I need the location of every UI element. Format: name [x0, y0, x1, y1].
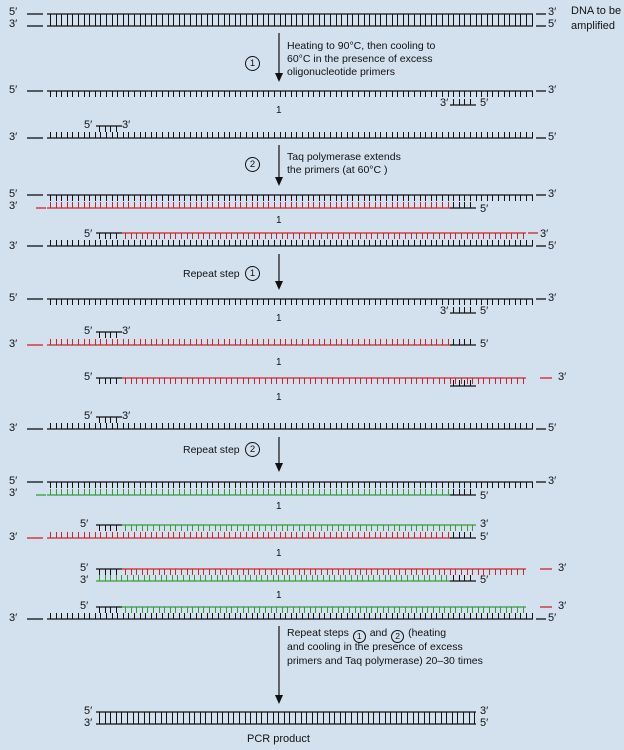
pair-mark: 1 [276, 590, 282, 601]
primer-bottom-bases [454, 307, 471, 313]
end-label: 3′ [80, 574, 89, 586]
primer-top [96, 126, 122, 132]
template-strand-top-bases [51, 195, 533, 201]
process-arrow-head [275, 695, 283, 704]
primer-bottom-bases [454, 575, 471, 581]
repeat-both-line2 [287, 641, 463, 653]
template-strand-bottom-bases [51, 613, 533, 619]
end-label: 3′ [440, 97, 449, 109]
template-strand-bottom [47, 240, 533, 246]
repeat-both-text-b: and [369, 627, 388, 639]
new-strand-red [47, 339, 450, 345]
primer-top-bases [100, 417, 117, 423]
dna-label-line1: DNA to be [571, 5, 622, 17]
end-label: 3′ [558, 371, 567, 383]
end-label: 5′ [84, 410, 93, 422]
template-strand-bottom [47, 132, 533, 138]
new-strand-green-bases [126, 525, 473, 531]
primer-top [96, 378, 122, 384]
end-label: 5′ [9, 6, 18, 18]
end-label: 3′ [9, 612, 18, 624]
primer-bottom-bases [454, 489, 471, 495]
primer-bottom-bases [454, 339, 471, 345]
end-label: 5′ [480, 717, 489, 729]
end-label: 5′ [480, 531, 489, 543]
step1-text-line1: Heating to 90°C, then cooling to [287, 40, 436, 52]
primer-top-bases [100, 126, 117, 132]
primer-top-bases [100, 525, 117, 531]
new-strand-green [122, 525, 476, 531]
end-label: 5′ [480, 490, 489, 502]
primer-bottom [450, 532, 476, 538]
end-label: 5′ [80, 562, 89, 574]
end-label: 5′ [548, 612, 557, 624]
pcr-product-bottom-bases [100, 718, 475, 724]
end-label: 3′ [9, 240, 18, 252]
template-strand-bottom-bases [51, 132, 533, 138]
end-label: 5′ [480, 574, 489, 586]
pcr-product-top-bases [100, 712, 475, 718]
step1-number: 1 [245, 56, 260, 71]
end-label: 5′ [480, 305, 489, 317]
process-arrow-head [275, 463, 283, 472]
end-label: 5′ [9, 84, 18, 96]
end-label: 3′ [122, 325, 131, 337]
end-label: 5′ [84, 325, 93, 337]
step2-number: 2 [245, 157, 260, 172]
step2-text-line2: the primers (at 60°C ) [287, 164, 388, 176]
step1-text-line3: oligonucleotide primers [287, 66, 395, 78]
primer-top [96, 233, 122, 239]
pcr-product-label: PCR product [247, 733, 310, 745]
primer-top-bases [100, 378, 117, 384]
primer-bottom [450, 489, 476, 495]
new-strand-green [96, 575, 450, 581]
pair-mark: 1 [276, 392, 282, 403]
repeat-both-number1: 1 [353, 630, 366, 643]
repeat-both-text-c: (heating [408, 627, 447, 639]
end-label: 5′ [9, 475, 18, 487]
end-label: 3′ [548, 188, 557, 200]
end-label: 3′ [9, 18, 18, 30]
new-strand-red [122, 569, 526, 575]
pair-mark: 1 [276, 105, 282, 116]
process-arrow-head [275, 73, 283, 82]
primer-bottom-bases [454, 202, 471, 208]
pair-mark: 1 [276, 501, 282, 512]
end-label: 5′ [80, 600, 89, 612]
new-strand-red [122, 378, 526, 384]
end-label: 5′ [84, 119, 93, 131]
primer-top [96, 525, 122, 531]
end-label: 5′ [480, 203, 489, 215]
end-label: 3′ [558, 600, 567, 612]
step1-text-line2: 60°C in the presence of excess [287, 53, 433, 65]
end-label: 5′ [480, 338, 489, 350]
process-arrow-head [275, 281, 283, 290]
primer-bottom-bases [454, 99, 471, 105]
new-strand-red-bases [51, 532, 449, 538]
new-strand-red-bases [126, 378, 524, 384]
new-strand-red-bases [126, 233, 524, 239]
end-label: 3′ [480, 518, 489, 530]
pcr-product-top [96, 712, 476, 718]
template-strand-top-bases [51, 482, 533, 488]
template-strand-top [47, 14, 533, 20]
end-label: 5′ [548, 131, 557, 143]
template-strand-top [47, 482, 533, 488]
new-strand-green-bases [51, 489, 449, 495]
pair-mark: 1 [276, 313, 282, 324]
repeat-both-text-e: excess [430, 641, 463, 653]
end-label: 3′ [548, 6, 557, 18]
repeat-step2-number: 2 [245, 442, 260, 457]
template-strand-bottom [47, 20, 533, 26]
end-label: 5′ [548, 422, 557, 434]
end-label: 5′ [548, 240, 557, 252]
new-strand-green [47, 489, 450, 495]
template-strand-bottom [47, 423, 533, 429]
repeat-step1-text: Repeat step [183, 268, 240, 280]
end-label: 3′ [9, 200, 18, 212]
end-label: 5′ [84, 371, 93, 383]
primer-bottom [450, 202, 476, 208]
repeat-both-text-d: and cooling in the presence of [287, 641, 428, 653]
end-label: 3′ [558, 562, 567, 574]
end-label: 3′ [480, 705, 489, 717]
template-strand-top [47, 195, 533, 201]
primer-top-bases [100, 607, 117, 613]
end-label: 3′ [440, 305, 449, 317]
end-label: 5′ [9, 188, 18, 200]
template-strand-top-bases [51, 14, 533, 20]
repeat-both-line3: primers and Taq polymerase) 20–30 times [287, 655, 483, 667]
new-strand-red-bases [51, 339, 449, 345]
process-arrow-head [275, 177, 283, 186]
end-label: 5′ [480, 97, 489, 109]
pair-mark: 1 [276, 357, 282, 368]
repeat-both-number2: 2 [391, 630, 404, 643]
end-label: 3′ [9, 338, 18, 350]
end-label: 5′ [84, 228, 93, 240]
step2-text-line1: Taq polymerase extends [287, 151, 401, 163]
repeat-both-text-a: Repeat steps [287, 627, 349, 639]
end-label: 3′ [548, 292, 557, 304]
new-strand-red-bases [51, 202, 449, 208]
template-strand-top-bases [51, 91, 533, 97]
primer-bottom [450, 307, 476, 313]
primer-top [96, 569, 122, 575]
end-label: 3′ [548, 84, 557, 96]
end-label: 3′ [9, 131, 18, 143]
end-label: 3′ [122, 119, 131, 131]
pair-mark: 1 [276, 548, 282, 559]
template-strand-top [47, 91, 533, 97]
repeat-step2-text: Repeat step [183, 444, 240, 456]
end-label: 3′ [84, 717, 93, 729]
template-strand-bottom-bases [51, 423, 533, 429]
primer-bottom [450, 99, 476, 105]
template-strand-top [47, 299, 533, 305]
pcr-product-bottom [96, 718, 476, 724]
new-strand-green [122, 607, 526, 613]
primer-bottom [450, 575, 476, 581]
new-strand-red [47, 532, 450, 538]
template-strand-bottom-bases [51, 240, 533, 246]
end-label: 3′ [540, 228, 549, 240]
template-strand-top-bases [51, 299, 533, 305]
primer-top-bases [100, 233, 117, 239]
end-label: 5′ [548, 18, 557, 30]
primer-bottom-bases [454, 532, 471, 538]
end-label: 3′ [9, 487, 18, 499]
end-label: 3′ [9, 422, 18, 434]
new-strand-green-bases [100, 575, 447, 581]
end-label: 3′ [9, 531, 18, 543]
primer-top-bases [100, 569, 117, 575]
primer-top-bases [100, 332, 117, 338]
new-strand-red [122, 233, 526, 239]
repeat-step1-number: 1 [245, 266, 260, 281]
new-strand-green-bases [126, 607, 524, 613]
template-strand-bottom [47, 613, 533, 619]
template-strand-bottom-bases [51, 20, 533, 26]
end-label: 5′ [84, 705, 93, 717]
primer-top [96, 417, 122, 423]
primer-top [96, 332, 122, 338]
end-label: 5′ [80, 518, 89, 530]
end-label: 3′ [122, 410, 131, 422]
dna-label-line2: amplified [571, 20, 616, 32]
primer-bottom [450, 339, 476, 345]
pair-mark: 1 [276, 215, 282, 226]
new-strand-red-bases [126, 569, 524, 575]
end-label: 5′ [9, 292, 18, 304]
end-label: 3′ [548, 475, 557, 487]
new-strand-red [47, 202, 450, 208]
primer-top [96, 607, 122, 613]
